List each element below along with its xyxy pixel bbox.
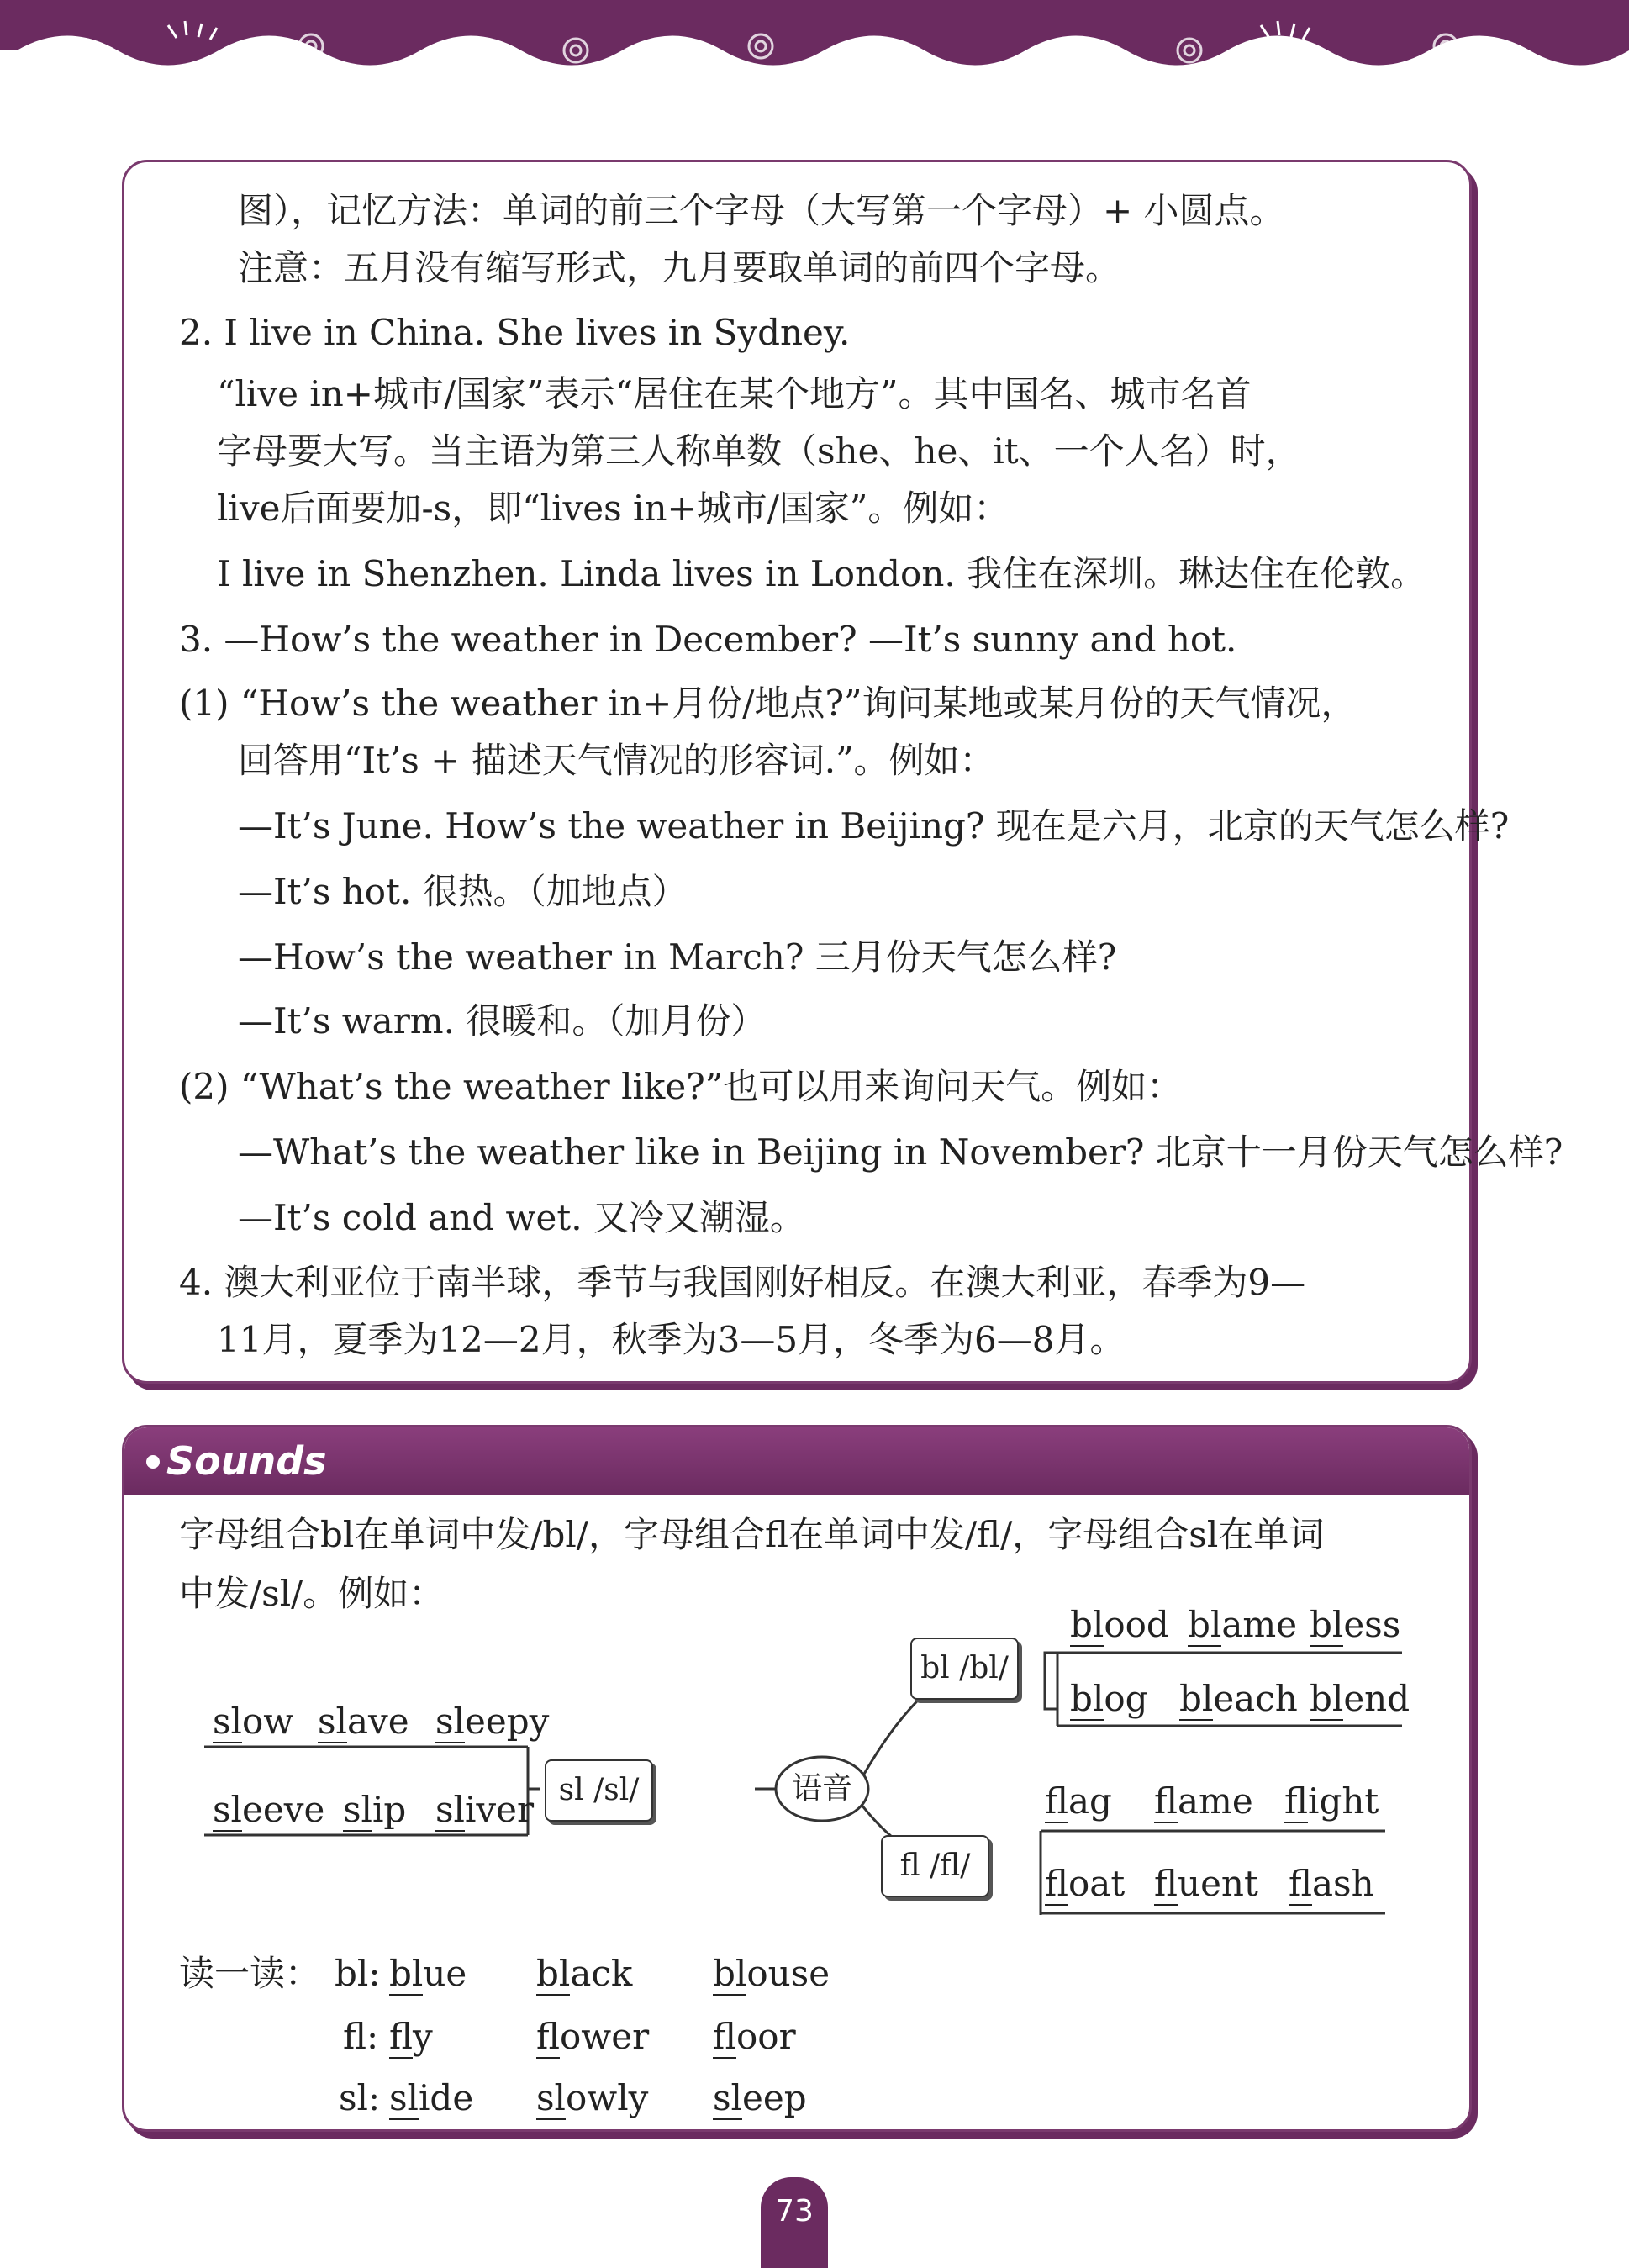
note-line: 回答用“It’s + 描述天气情况的形容词.”。例如： (238, 740, 995, 781)
node-sl: sl /sl/ (545, 1759, 653, 1822)
node-bl: bl /bl/ (910, 1638, 1019, 1700)
note-line: live后面要加-s，即“lives in+城市/国家”。例如： (217, 488, 1010, 529)
read-label: 读一读： (179, 1953, 321, 1994)
word-item: sleepy (435, 1701, 550, 1742)
word-item: blood (1070, 1604, 1169, 1645)
word-item: blouse (713, 1953, 830, 1994)
word-item: flag (1045, 1780, 1112, 1822)
grammar-notes-box (122, 160, 1563, 1384)
note-line: (1) “How’s the weather in+月份/地点?”询问某地或某月份的天气情况， (179, 683, 1357, 724)
note-line: —It’s June. How’s the weather in Beijing? 现在是六月，北京的天气怎么样? (238, 805, 1510, 847)
word-item: slide (389, 2077, 474, 2118)
note-line: —It’s warm. 很暖和。（加月份） (238, 1000, 767, 1042)
sounds-intro-line: 字母组合bl在单词中发/bl/，字母组合fl在单词中发/fl/，字母组合sl在单词 (179, 1514, 1325, 1555)
read-key: fl: (343, 2016, 379, 2057)
note-line: 3. —How’s the weather in December? —It’s sunny and hot. (179, 619, 1237, 660)
note-line: 11月，夏季为12—2月，秋季为3—5月，冬季为6—8月。 (217, 1319, 1126, 1360)
node-fl: fl /fl/ (881, 1835, 989, 1897)
sounds-title: Sounds (166, 1438, 327, 1484)
word-item: bleach (1179, 1678, 1298, 1719)
note-line: —It’s cold and wet. 又冷又潮湿。 (238, 1197, 805, 1238)
note-line: —How’s the weather in March? 三月份天气怎么样? (238, 936, 1117, 978)
word-item: slowly (536, 2077, 649, 2118)
word-item: blame (1188, 1604, 1298, 1645)
word-item: bless (1310, 1604, 1401, 1645)
page-number: 73 (775, 2194, 814, 2228)
top-decorative-band (0, 0, 1629, 92)
word-item: slave (318, 1701, 409, 1742)
note-line: 字母要大写。当主语为第三人称单数（she、he、it、一个人名）时， (217, 430, 1301, 472)
note-line: 2. I live in China. She lives in Sydney. (179, 312, 851, 353)
word-item: sleep (713, 2077, 807, 2118)
note-line: —What’s the weather like in Beijing in November? 北京十一月份天气怎么样? (238, 1131, 1563, 1173)
word-item: floor (713, 2016, 796, 2057)
sounds-intro-line: 中发/sl/。例如： (179, 1573, 445, 1614)
word-item: fluent (1154, 1863, 1258, 1904)
note-line: 注意：五月没有缩写形式，九月要取单词的前四个字母。 (238, 247, 1121, 288)
word-item: sleeve (213, 1789, 325, 1830)
word-item: sliver (435, 1789, 535, 1830)
word-item: blog (1070, 1678, 1148, 1719)
read-key: sl: (339, 2077, 381, 2118)
word-item: flame (1154, 1780, 1253, 1822)
note-line: “live in+城市/国家”表示“居住在某个地方”。其中国名、城市名首 (217, 373, 1252, 414)
read-key: bl: (335, 1953, 381, 1994)
mind-map-center: 语音 (791, 1771, 852, 1806)
word-item: slow (213, 1701, 294, 1742)
word-item: black (536, 1953, 633, 1994)
word-item: slip (343, 1789, 407, 1830)
word-item: float (1045, 1863, 1126, 1904)
word-item: flight (1284, 1780, 1379, 1822)
note-line: —It’s hot. 很热。（加地点） (238, 871, 688, 912)
word-item: fly (389, 2016, 433, 2057)
word-item: flower (536, 2016, 650, 2057)
note-line: 4. 澳大利亚位于南半球，季节与我国刚好相反。在澳大利亚，春季为9— (179, 1262, 1306, 1303)
word-item: flash (1289, 1863, 1374, 1904)
word-item: blue (389, 1953, 467, 1994)
note-line: I live in Shenzhen. Linda lives in London. 我住在深圳。琳达住在伦敦。 (217, 553, 1426, 594)
note-line: (2) “What’s the weather like?”也可以用来询问天气。例如： (179, 1066, 1183, 1107)
note-line: 图），记忆方法：单词的前三个字母（大写第一个字母）+ 小圆点。 (238, 190, 1285, 231)
sounds-section (122, 1425, 1472, 2132)
word-item: blend (1310, 1678, 1410, 1719)
